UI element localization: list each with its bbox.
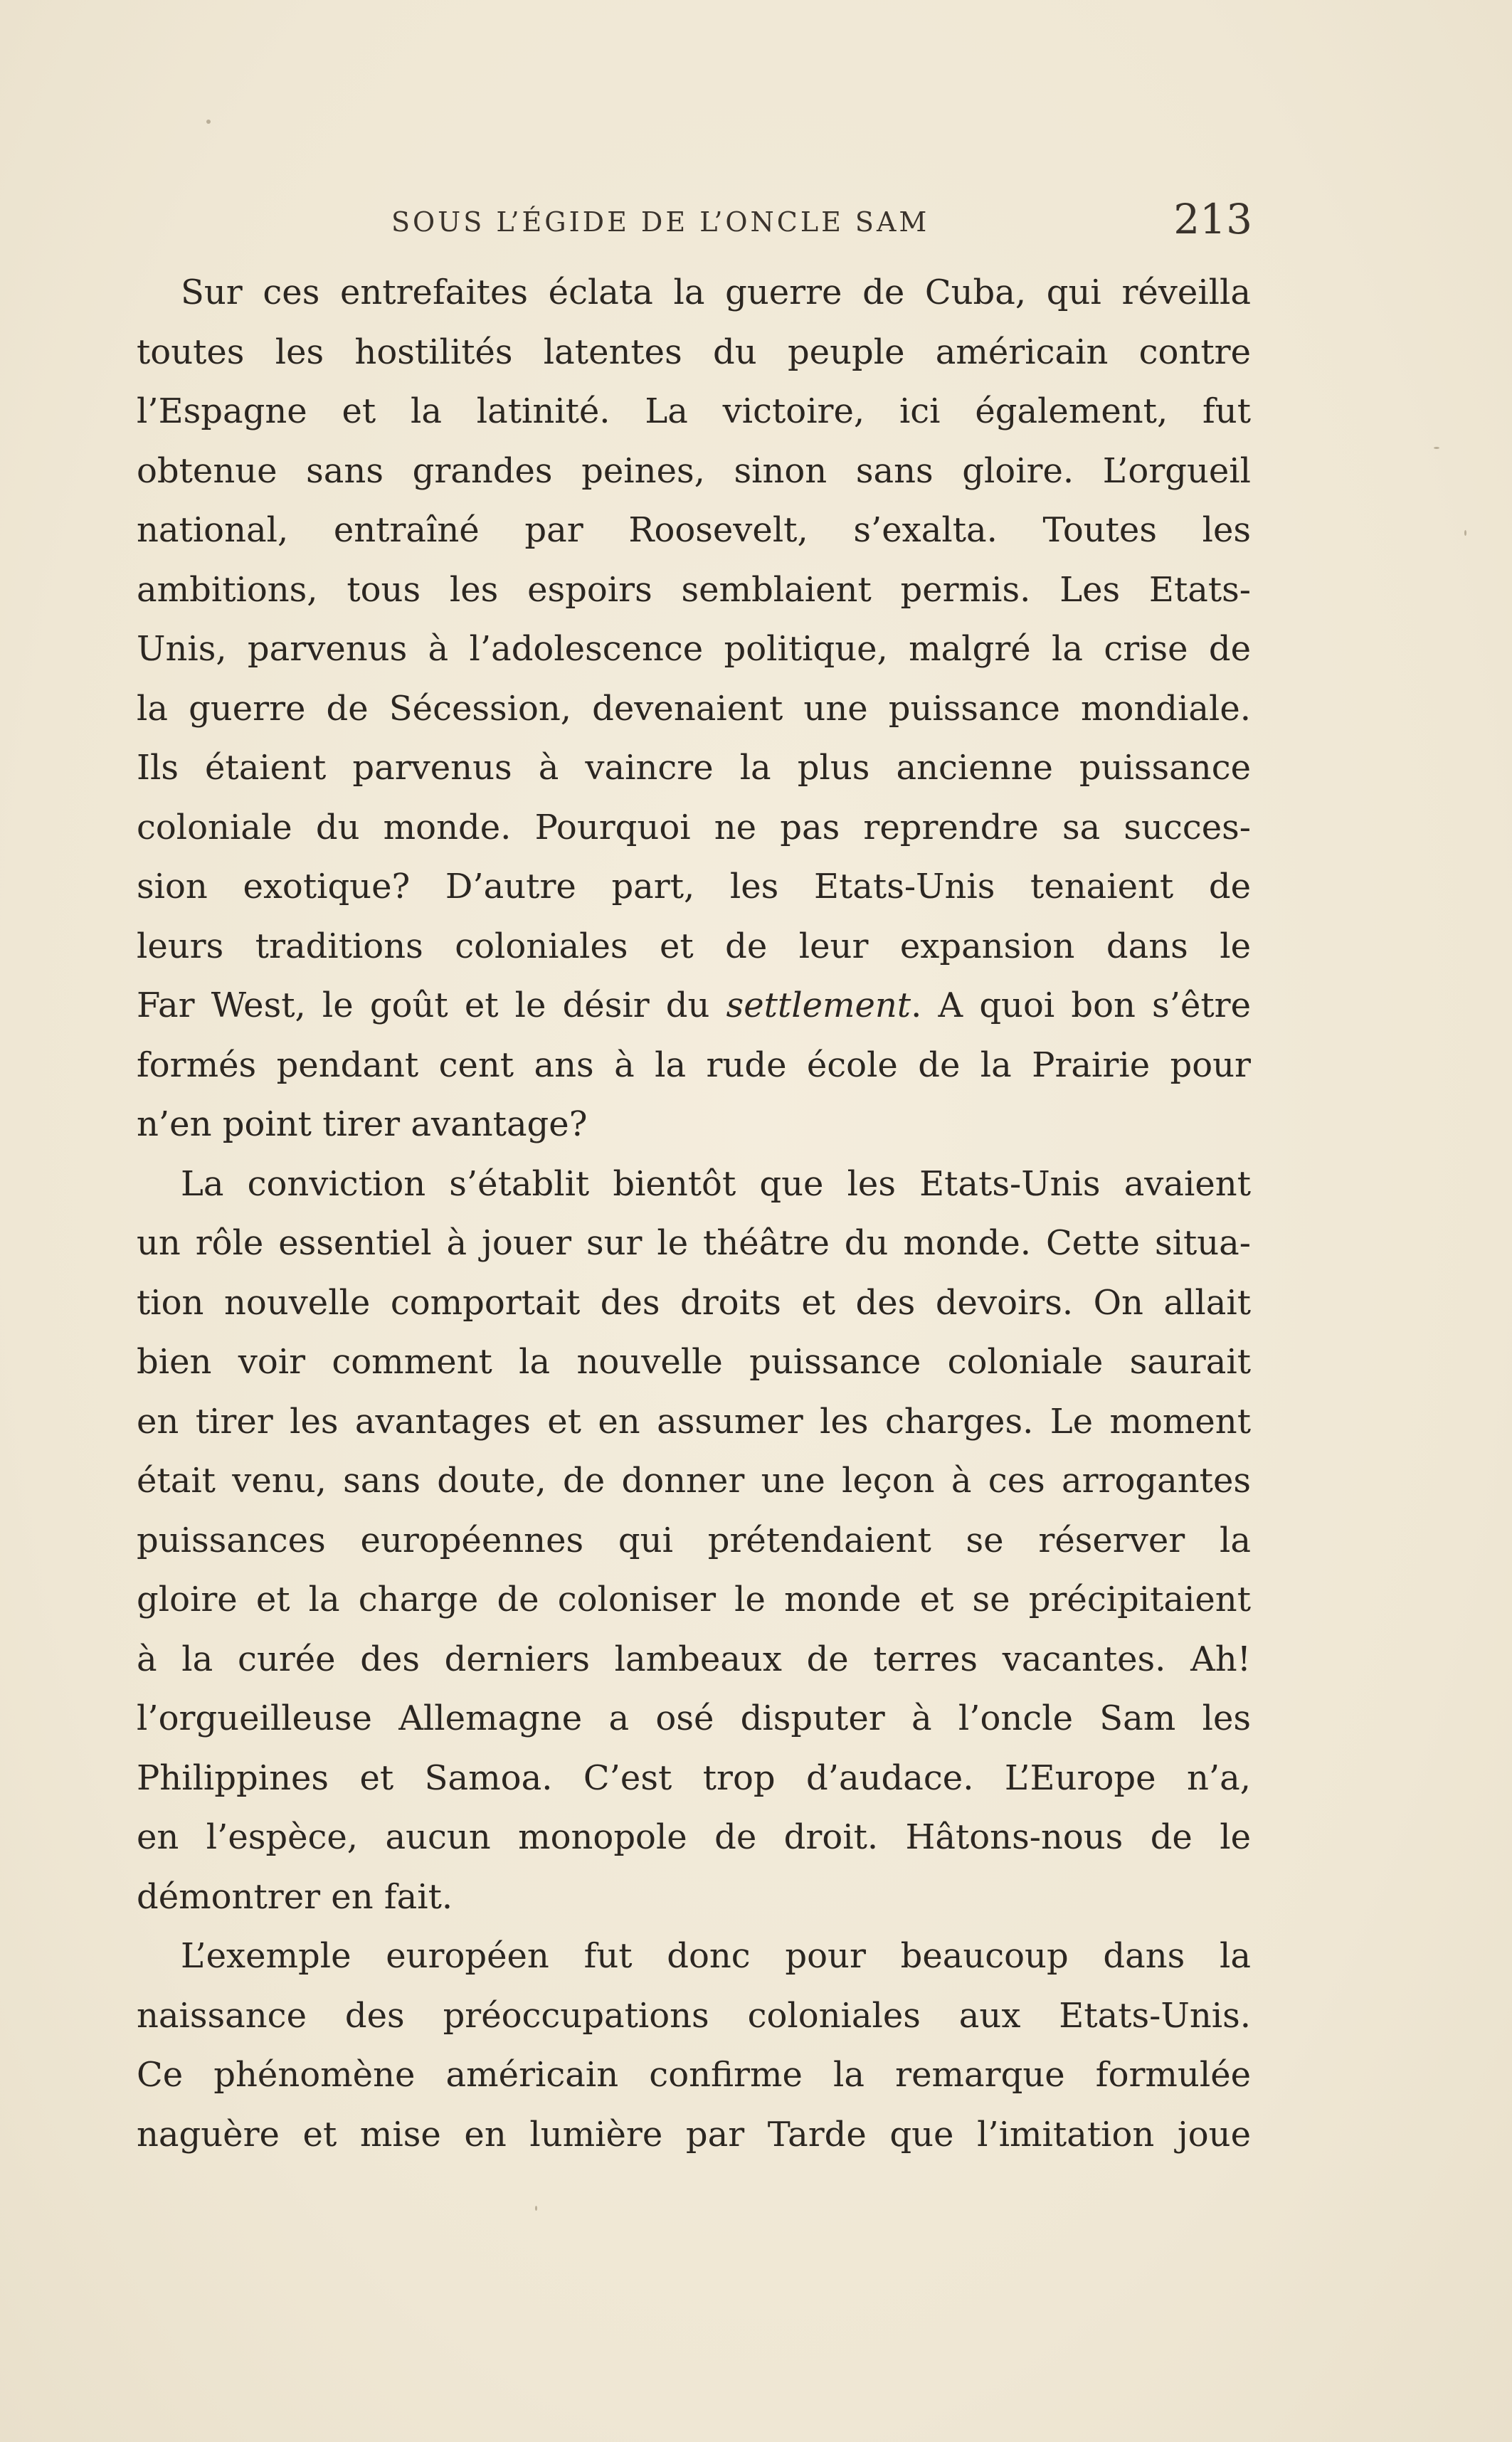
text-line: n’en point tirer avantage? [137, 1104, 588, 1144]
text-line: Sur ces entrefaites éclata la guerre de Cuba, qui réveilla [181, 273, 1251, 312]
text-line: La conviction s’établit bientôt que les Etats-Unis avaient [181, 1163, 1251, 1204]
text-line: national, entraîné par Roosevelt, s’exalta. Toutes les [137, 510, 1251, 550]
text-line: coloniale du monde. Pourquoi ne pas reprendre sa succes- [137, 807, 1251, 847]
text-line: la guerre de Sécession, devenaient une puissance mondiale. [137, 688, 1251, 729]
text-line: ambitions, tous les espoirs semblaient permis. Les Etats- [137, 569, 1251, 610]
page-header [135, 192, 1252, 249]
text-line: L’exemple européen fut donc pour beaucoup dans la [181, 1936, 1251, 1976]
text-line: Unis, parvenus à l’adolescence politique, malgré la crise de [137, 629, 1251, 669]
text-line: gloire et la charge de coloniser le monde et se précipitaient [137, 1580, 1251, 1619]
text-line: l’orgueilleuse Allemagne a osé disputer à l’oncle Sam les [137, 1698, 1251, 1738]
text-line: tion nouvelle comportait des droits et des devoirs. On allait [137, 1282, 1251, 1323]
text-line: sion exotique? D’autre part, les Etats-Unis tenaient de [137, 867, 1251, 906]
text-line: formés pendant cent ans à la rude école de la Prairie pour [137, 1045, 1251, 1085]
text-line: bien voir comment la nouvelle puissance coloniale saurait [137, 1342, 1251, 1382]
text-line: était venu, sans doute, de donner une leçon à ces arrogantes [137, 1461, 1251, 1501]
text-line: un rôle essentiel à jouer sur le théâtre du monde. Cette situa- [137, 1223, 1251, 1263]
running-head: SOUS L’ÉGIDE DE L’ONCLE SAM [391, 206, 930, 238]
text-line: Ils étaient parvenus à vaincre la plus ancienne puissance [137, 748, 1251, 788]
text-line: naissance des préoccupations coloniales aux Etats-Unis. [137, 1995, 1251, 2036]
text-line: toutes les hostilités latentes du peuple américain contre [137, 332, 1251, 372]
text-line: l’Espagne et la latinité. La victoire, ici également, fut [137, 391, 1251, 431]
paper-speck [206, 120, 211, 124]
text-line: obtenue sans grandes peines, sinon sans gloire. L’orgueil [137, 450, 1251, 491]
page-number: 213 [1173, 195, 1252, 243]
paper-speck [535, 2206, 537, 2211]
text-line: en l’espèce, aucun monopole de droit. Hâtons-nous de le [137, 1817, 1251, 1857]
body-text [137, 263, 1251, 2164]
text-line: puissances européennes qui prétendaient se réserver la [137, 1520, 1251, 1560]
text-line: naguère et mise en lumière par Tarde que l’imitation joue [137, 2114, 1251, 2155]
paper-speck [1434, 447, 1439, 449]
text-line: à la curée des derniers lambeaux de terres vacantes. Ah! [137, 1639, 1251, 1679]
text-line: Philippines et Samoa. C’est trop d’audace. L’Europe n’a, [137, 1758, 1251, 1798]
text-line-with-italic: Far West, le goût et le désir du settlement. A quoi bon s’être [137, 985, 1251, 1025]
text-line: leurs traditions coloniales et de leur expansion dans le [137, 926, 1251, 966]
italic-word: settlement [726, 985, 911, 1025]
paper-speck [1464, 530, 1466, 536]
text-line: en tirer les avantages et en assumer les charges. Le moment [137, 1401, 1251, 1442]
text-line: Ce phénomène américain confirme la remarque formulée [137, 2055, 1251, 2095]
text-line: démontrer en fait. [137, 1876, 453, 1917]
